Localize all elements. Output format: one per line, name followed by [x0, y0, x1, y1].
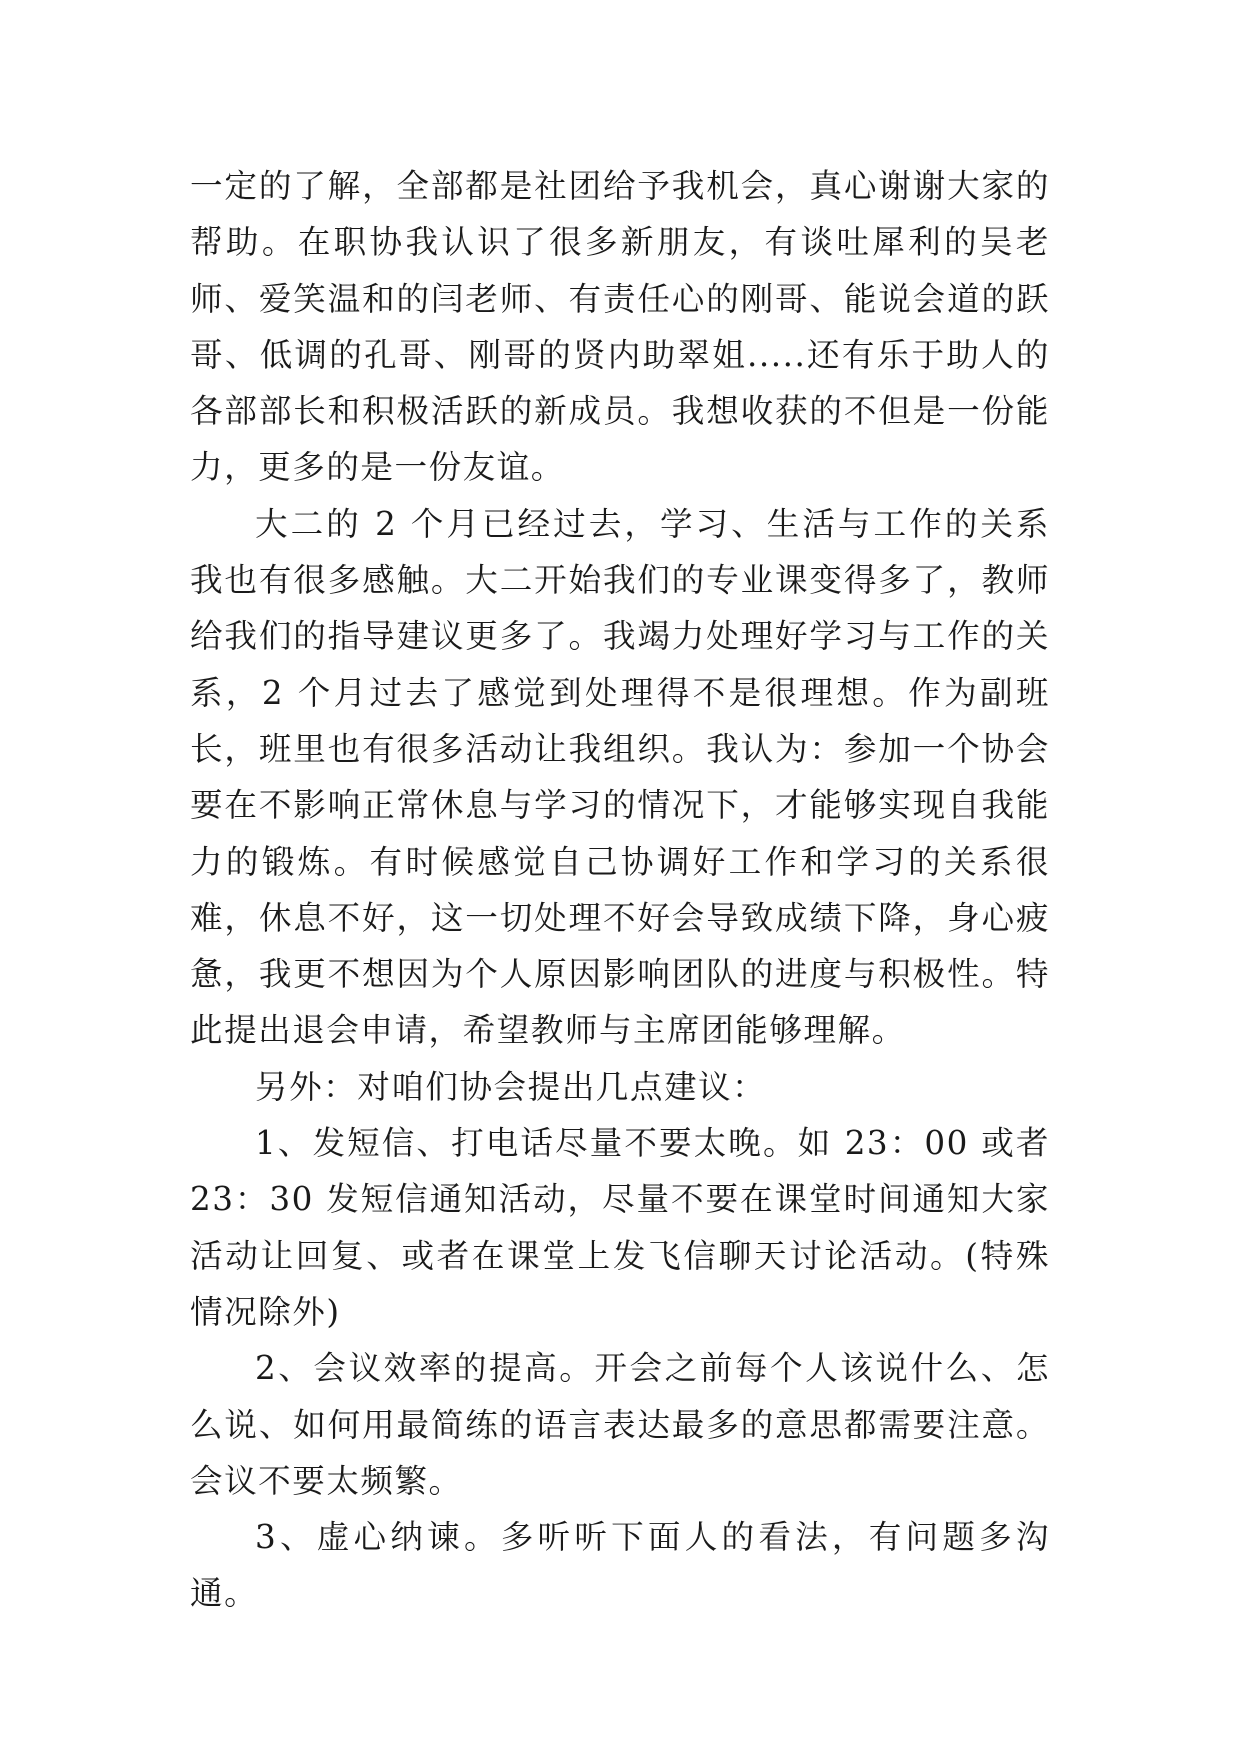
document-body: [190, 158, 1050, 1622]
suggestion-2: 2、会议效率的提高。开会之前每个人该说什么、怎么说、如何用最简练的语言表达最多的意思都需要注意。会议不要太频繁。: [190, 1349, 1050, 1500]
suggestion-3: 3、虚心纳谏。多听听下面人的看法，有问题多沟通。: [190, 1518, 1050, 1613]
suggestion-1: 1、发短信、打电话尽量不要太晚。如 23：00 或者 23：30 发短信通知活动，尽量不要在课堂时间通知大家活动让回复、或者在课堂上发飞信聊天讨论活动。(特殊情况除外): [190, 1124, 1050, 1331]
paragraph-2: 大二的 2 个月已经过去，学习、生活与工作的关系我也有很多感触。大二开始我们的专业课变得多了，教师给我们的指导建议更多了。我竭力处理好学习与工作的关系，2 个月过去了感觉到处理得不是很理想。作为副班长，班里也有很多活动让我组织。我认为：参加一个协会要在不影响正常休息与学习的情况下，才能够实现自我能力的锻炼。有时候感觉自己协调好工作和学习的关系很难，休息不好，这一切处理不好会导致成绩下降，身心疲惫，我更不想因为个人原因影响团队的进度与积极性。特此提出退会申请，希望教师与主席团能够理解。: [190, 504, 1050, 1050]
paragraph-1: 一定的了解，全部都是社团给予我机会，真心谢谢大家的帮助。在职协我认识了很多新朋友，有谈吐犀利的吴老师、爱笑温和的闫老师、有责任心的刚哥、能说会道的跃哥、低调的孔哥、刚哥的贤内助翠姐.....还有乐于助人的各部部长和积极活跃的新成员。我想收获的不但是一份能力，更多的是一份友谊。: [190, 167, 1050, 487]
paragraph-3: 另外：对咱们协会提出几点建议：: [255, 1067, 767, 1106]
